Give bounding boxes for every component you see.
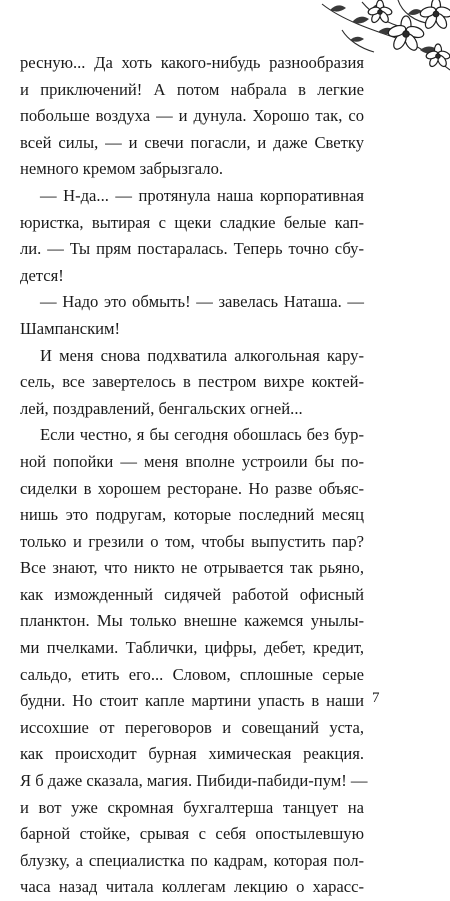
text-line: — Н-да... — протянула наша корпоративная — [40, 185, 364, 205]
text-line: Шампанским! — [20, 318, 121, 338]
text-line: Все знают, что никто не отрывается так рьяно, — [20, 558, 364, 578]
text-line: немного кремом забрызгало. — [20, 159, 224, 179]
text-line: — Надо это обмыть! — завелась Наташа. — — [40, 292, 364, 312]
text-line: сиделки в хорошем ресторане. Но разве объяс- — [20, 478, 364, 498]
text-line: только и грезили о том, чтобы выпустить пар? — [20, 531, 364, 551]
text-line: планктон. Мы только внешне кажемся унылы- — [20, 611, 364, 631]
text-line: блузку, а специалистка по кадрам, которая пол- — [20, 850, 364, 870]
text-line: сель, все завертелось в пестром вихре коктей- — [20, 372, 364, 392]
text-line: ной попойки — меня вполне устроили бы по- — [20, 451, 364, 471]
text-line: Я б даже сказала, магия. Пибиди-пабиди-пум! — — [20, 771, 368, 791]
text-line: как происходит бурная химическая реакция. — [20, 744, 364, 764]
text-line: будни. Но стоит капле мартини упасть в наши — [20, 691, 364, 711]
text-line: сальдо, етить его... Словом, сплошные серые — [20, 664, 364, 684]
body-text — [20, 50, 368, 901]
text-line: и вот уже скромная бухгалтерша танцует на — [20, 797, 364, 817]
page-number: 7 — [372, 690, 380, 706]
text-line: ресную... Да хоть какого-нибудь разнообразия — [20, 53, 364, 72]
text-line: как изможденный сидячей работой офисный — [20, 584, 364, 604]
text-line: иссохшие от переговоров и совещаний уста, — [20, 717, 364, 737]
text-line: ми пчелками. Таблички, цифры, дебет, кредит, — [20, 638, 364, 658]
text-line: юристка, вытирая с щеки сладкие белые кап- — [20, 212, 364, 232]
text-line: И меня снова подхватила алкогольная кару- — [40, 345, 364, 365]
text-line: и приключений! А потом набрала в легкие — [20, 79, 364, 99]
text-line: побольше воздуха — и дунула. Хорошо так, со — [20, 106, 364, 126]
text-line: всей силы, — и свечи погасли, и даже Светку — [20, 132, 364, 152]
text-line: часа назад читала коллегам лекцию о харасс- — [20, 877, 364, 897]
text-line: Если честно, я бы сегодня обошлась без бур- — [40, 425, 364, 445]
text-line: дется! — [20, 265, 64, 285]
text-line: нишь это подругам, которые последний месяц — [20, 505, 364, 525]
text-line: барной стойке, срывая с себя опостылевшую — [20, 824, 364, 844]
text-line: лей, поздравлений, бенгальских огней... — [20, 398, 303, 418]
text-line: ли. — Ты прям постаралась. Теперь точно сбу- — [20, 239, 364, 259]
